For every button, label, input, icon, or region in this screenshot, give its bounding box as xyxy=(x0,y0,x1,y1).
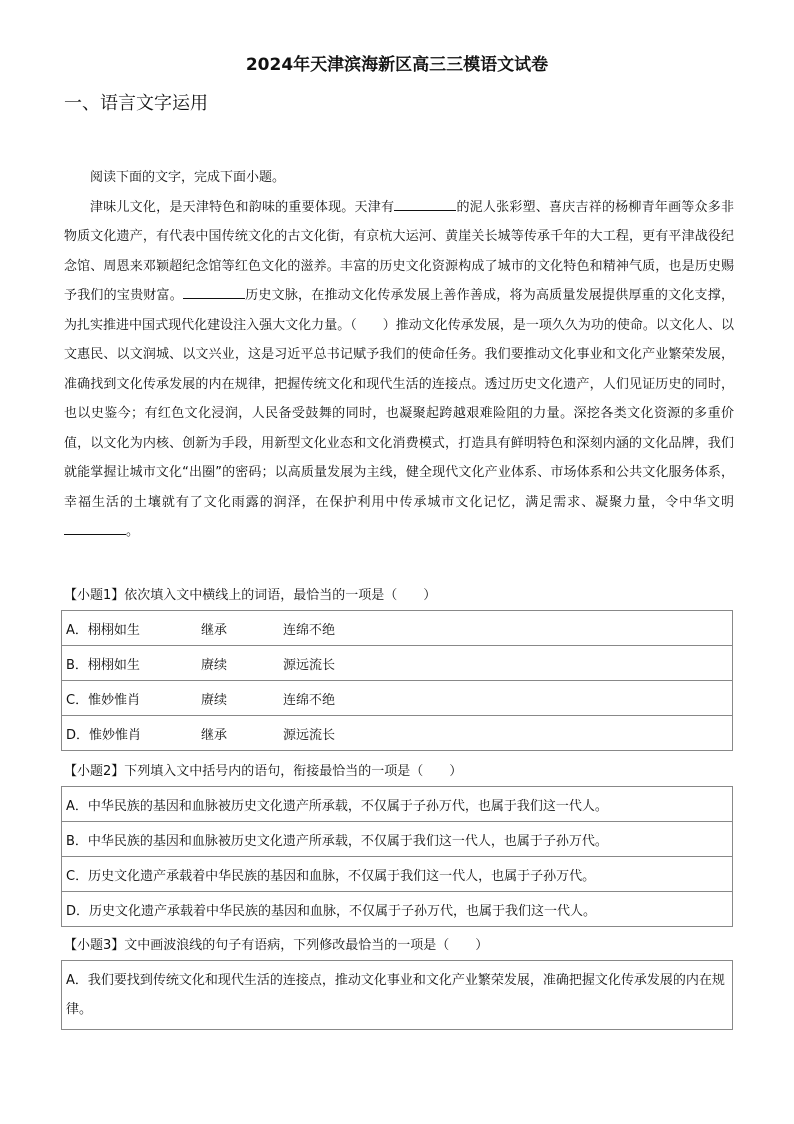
option-word-2: 赓续 xyxy=(201,692,228,708)
option-row[interactable] xyxy=(62,892,733,927)
option-word-3: 源远流长 xyxy=(283,657,336,673)
option-row[interactable] xyxy=(62,857,733,892)
passage-text-1: 津味儿文化，是天津特色和韵味的重要体现。天津有 xyxy=(90,199,395,215)
passage-body xyxy=(64,193,734,547)
blank-1 xyxy=(394,196,456,211)
blank-3 xyxy=(64,520,126,535)
option-row[interactable] xyxy=(62,787,733,822)
option-row[interactable] xyxy=(62,961,733,1030)
option-word-3: 连绵不绝 xyxy=(283,692,336,708)
question-1-stem: 【小题1】依次填入文中横线上的词语，最恰当的一项是（ ） xyxy=(64,588,437,603)
option-row[interactable] xyxy=(62,646,733,681)
option-row[interactable] xyxy=(62,716,733,751)
option-word-2: 继承 xyxy=(201,727,228,743)
option-text: A．中华民族的基因和血脉被历史文化遗产所承载，不仅属于子孙万代，也属于我们这一代人。 xyxy=(62,787,733,822)
question-1-options xyxy=(61,610,733,751)
option-row[interactable] xyxy=(62,822,733,857)
option-row[interactable] xyxy=(62,681,733,716)
option-word-3: 源远流长 xyxy=(283,727,336,743)
option-label: D．惟妙惟肖 xyxy=(66,727,142,743)
option-text: C．历史文化遗产承载着中华民族的基因和血脉，不仅属于我们这一代人，也属于子孙万代。 xyxy=(62,857,733,892)
question-2-options xyxy=(61,786,733,927)
exam-title: 2024年天津滨海新区高三三模语文试卷 xyxy=(245,55,549,75)
passage-text-4: 。 xyxy=(126,524,140,539)
passage-text-2: 的泥人张彩塑、喜庆吉祥的杨柳青年画等众多非物质文化遗产，有代表中国传统文化的古文化街，有京杭大运河、黄崖关长城等传承千年的大工程，更有平津战役纪念馆、周恩来邓颖超纪念馆等红色文化的滋养。丰富的历史文化资源构成了城市的文化特色和精神气质，也是历史赐予我们的宝贵财富。 xyxy=(64,199,734,303)
option-label: B．栩栩如生 xyxy=(66,657,140,673)
reading-passage xyxy=(64,163,734,547)
passage-text-3: 历史文脉，在推动文化传承发展上善作善成，将为高质量发展提供厚重的文化支撑，为扎实推进中国式现代化建设注入强大文化力量。（ ）推动文化传承发展，是一项久久为功的使命。以文化人、以文惠民、以文润城、以文兴业，这是习近平总书记赋予我们的使命任务。我们要推动文化事业和文化产业繁荣发展，准确找到文化传承发展的内在规律，把握传统文化和现代生活的连接点。透过历史文化遗产，人们见证历史的同时，也以史鉴今；有红色文化浸润，人民备受鼓舞的同时，也凝聚起跨越艰难险阻的力量。深挖各类文化资源的多重价值，以文化为内核、创新为手段，用新型文化业态和文化消费模式，打造具有鲜明特色和深刻内涵的文化品牌，我们就能掌握让城市文化“出圈”的密码；以高质量发展为主线，健全现代文化产业体系、市场体系和公共文化服务体系，幸福生活的土壤就有了文化雨露的润泽，在保护利用中传承城市文化记忆，满足需求、凝聚力量，令中华文明 xyxy=(64,288,734,510)
passage-intro: 阅读下面的文字，完成下面小题。 xyxy=(90,170,286,185)
option-label: C．惟妙惟肖 xyxy=(66,692,141,708)
option-word-2: 继承 xyxy=(201,622,228,638)
option-text: A．我们要找到传统文化和现代生活的连接点，推动文化事业和文化产业繁荣发展，准确把握文化传承发展的内在规律。 xyxy=(62,961,733,1030)
option-word-3: 连绵不绝 xyxy=(283,622,336,638)
option-row[interactable] xyxy=(62,611,733,646)
option-text: D．历史文化遗产承载着中华民族的基因和血脉，不仅属于子孙万代，也属于我们这一代人。 xyxy=(62,892,733,927)
question-2-stem: 【小题2】下列填入文中括号内的语句，衔接最恰当的一项是（ ） xyxy=(64,764,463,779)
option-text: B．中华民族的基因和血脉被历史文化遗产所承载，不仅属于我们这一代人，也属于子孙万代。 xyxy=(62,822,733,857)
question-3-stem: 【小题3】文中画波浪线的句子有语病，下列修改最恰当的一项是（ ） xyxy=(64,938,489,953)
question-3-options xyxy=(61,960,733,1030)
section-heading: 一、语言文字运用 xyxy=(64,93,208,114)
blank-2 xyxy=(183,284,245,299)
option-word-2: 赓续 xyxy=(201,657,228,673)
option-label: A．栩栩如生 xyxy=(66,622,140,638)
